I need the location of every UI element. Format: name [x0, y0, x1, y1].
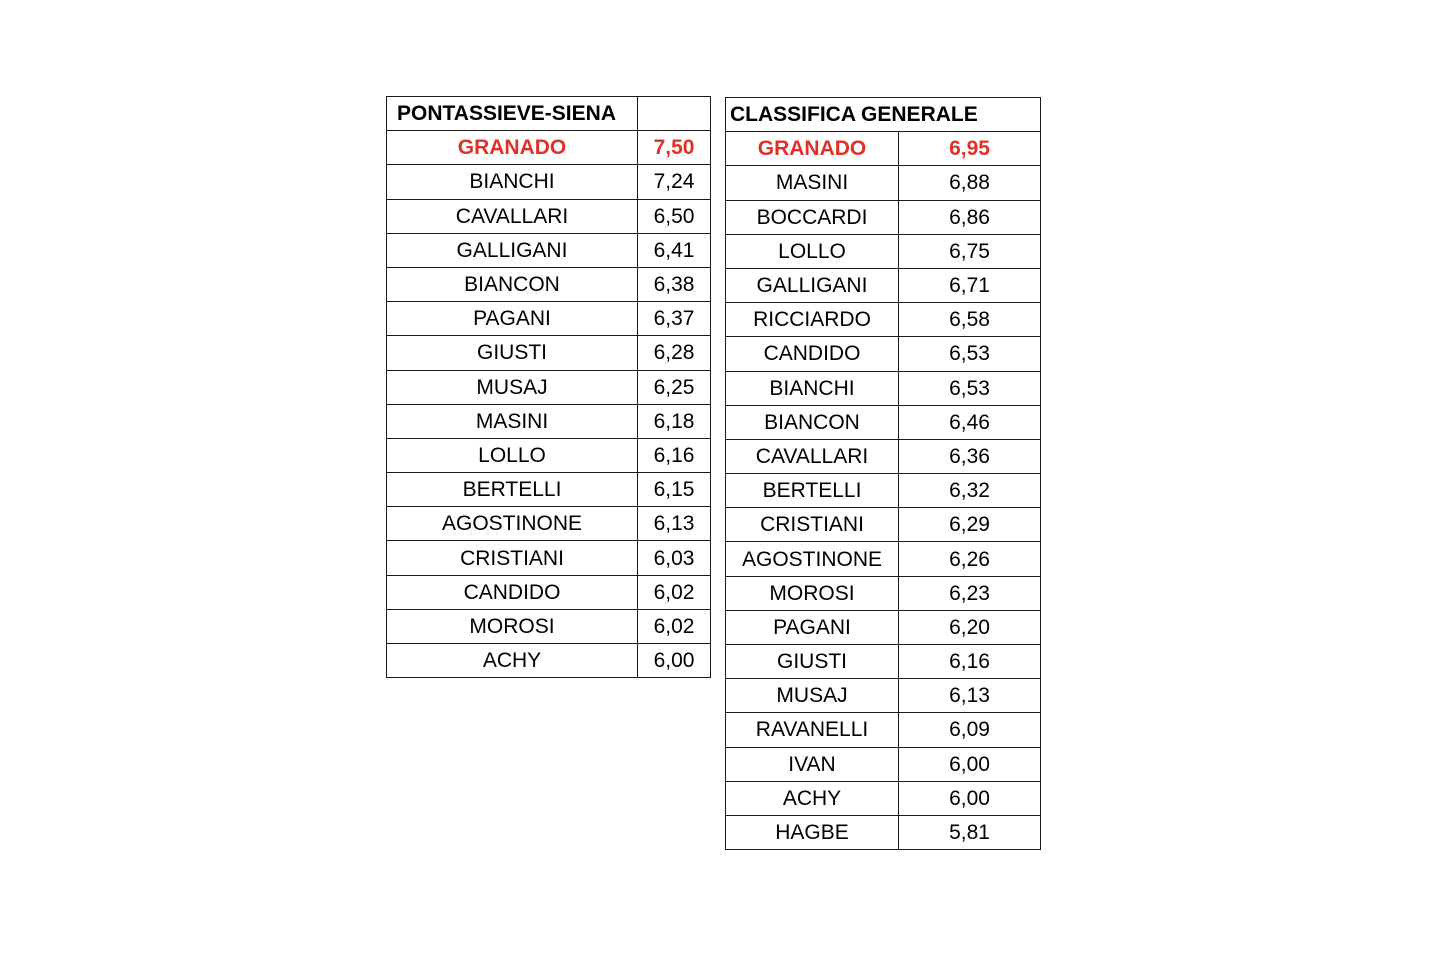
player-score: 7,50: [638, 131, 711, 165]
player-score: 6,16: [638, 438, 711, 472]
overall-table-title: CLASSIFICA GENERALE: [726, 98, 1041, 132]
player-name: HAGBE: [726, 815, 899, 849]
player-score: 6,13: [638, 507, 711, 541]
player-score: 6,32: [899, 474, 1041, 508]
player-name: CAVALLARI: [726, 439, 899, 473]
table-row: [726, 303, 1041, 337]
table-row: [726, 576, 1041, 610]
table-row: [726, 234, 1041, 268]
player-score: 6,95: [899, 132, 1041, 166]
player-name: BIANCHI: [387, 165, 638, 199]
player-score: 6,58: [899, 303, 1041, 337]
player-score: 6,25: [638, 370, 711, 404]
table-row: [387, 370, 711, 404]
table-row: [726, 781, 1041, 815]
player-name: BOCCARDI: [726, 200, 899, 234]
player-score: 6,53: [899, 337, 1041, 371]
table-row: [726, 268, 1041, 302]
player-name: BIANCON: [726, 405, 899, 439]
player-name: LOLLO: [387, 438, 638, 472]
player-name: GIUSTI: [726, 645, 899, 679]
player-name: AGOSTINONE: [726, 542, 899, 576]
table-row: [387, 267, 711, 301]
overall-standings-table: [725, 97, 1041, 850]
table-row: [387, 609, 711, 643]
player-score: 6,53: [899, 371, 1041, 405]
table-row: [387, 541, 711, 575]
player-name: MASINI: [387, 404, 638, 438]
player-name: BIANCHI: [726, 371, 899, 405]
player-score: 6,86: [899, 200, 1041, 234]
table-row: [726, 405, 1041, 439]
player-score: 6,15: [638, 473, 711, 507]
table-row: [726, 747, 1041, 781]
table-row: [387, 575, 711, 609]
table-row: [726, 713, 1041, 747]
table-row: [726, 474, 1041, 508]
table-row: [387, 302, 711, 336]
table-row: [387, 644, 711, 678]
player-score: 6,37: [638, 302, 711, 336]
table-row: [387, 233, 711, 267]
player-name: MUSAJ: [726, 679, 899, 713]
table-row: [726, 815, 1041, 849]
player-name: CANDIDO: [387, 575, 638, 609]
player-score: 6,00: [899, 781, 1041, 815]
table-row: [726, 200, 1041, 234]
player-score: 6,00: [638, 644, 711, 678]
table-row: [387, 131, 711, 165]
table-row: [726, 508, 1041, 542]
player-name: PAGANI: [726, 610, 899, 644]
player-name: GRANADO: [387, 131, 638, 165]
table-row: [387, 336, 711, 370]
player-name: CRISTIANI: [387, 541, 638, 575]
table-row: [387, 438, 711, 472]
player-score: 6,26: [899, 542, 1041, 576]
player-name: PAGANI: [387, 302, 638, 336]
table-row: [387, 473, 711, 507]
table-row: [726, 679, 1041, 713]
player-score: 6,29: [899, 508, 1041, 542]
table-row: [387, 165, 711, 199]
match-ratings-table: [386, 96, 711, 678]
player-name: GALLIGANI: [726, 268, 899, 302]
table-row: [726, 132, 1041, 166]
table-row: [726, 371, 1041, 405]
player-name: CANDIDO: [726, 337, 899, 371]
player-score: 6,02: [638, 575, 711, 609]
player-score: 6,28: [638, 336, 711, 370]
player-score: 6,41: [638, 233, 711, 267]
player-name: IVAN: [726, 747, 899, 781]
table-row: [726, 439, 1041, 473]
player-name: MUSAJ: [387, 370, 638, 404]
table-row: [387, 404, 711, 438]
table-row: [726, 337, 1041, 371]
player-score: 6,23: [899, 576, 1041, 610]
player-name: AGOSTINONE: [387, 507, 638, 541]
player-score: 7,24: [638, 165, 711, 199]
table-row: [726, 645, 1041, 679]
player-name: RICCIARDO: [726, 303, 899, 337]
overall-table-header: [726, 98, 1041, 132]
player-score: 6,00: [899, 747, 1041, 781]
player-score: 6,03: [638, 541, 711, 575]
match-ratings-body: [387, 97, 711, 678]
player-name: GALLIGANI: [387, 233, 638, 267]
player-name: RAVANELLI: [726, 713, 899, 747]
table-row: [387, 507, 711, 541]
player-score: 6,46: [899, 405, 1041, 439]
player-name: LOLLO: [726, 234, 899, 268]
player-name: CAVALLARI: [387, 199, 638, 233]
player-score: 6,36: [899, 439, 1041, 473]
player-score: 6,02: [638, 609, 711, 643]
overall-standings-body: [726, 98, 1041, 850]
player-name: BERTELLI: [726, 474, 899, 508]
player-name: GRANADO: [726, 132, 899, 166]
player-score: 6,50: [638, 199, 711, 233]
player-name: BIANCON: [387, 267, 638, 301]
player-score: 6,09: [899, 713, 1041, 747]
table-row: [726, 610, 1041, 644]
player-score: 6,88: [899, 166, 1041, 200]
player-name: GIUSTI: [387, 336, 638, 370]
player-name: MOROSI: [726, 576, 899, 610]
player-score: 6,38: [638, 267, 711, 301]
player-score: 6,20: [899, 610, 1041, 644]
player-name: ACHY: [387, 644, 638, 678]
player-name: BERTELLI: [387, 473, 638, 507]
player-name: ACHY: [726, 781, 899, 815]
match-table-header-blank: [638, 97, 711, 131]
player-score: 6,71: [899, 268, 1041, 302]
player-name: MOROSI: [387, 609, 638, 643]
table-row: [726, 542, 1041, 576]
player-score: 6,13: [899, 679, 1041, 713]
table-row: [726, 166, 1041, 200]
table-row: [387, 199, 711, 233]
player-name: CRISTIANI: [726, 508, 899, 542]
player-score: 6,18: [638, 404, 711, 438]
match-table-title: PONTASSIEVE-SIENA: [387, 97, 638, 131]
match-table-header: [387, 97, 711, 131]
player-score: 5,81: [899, 815, 1041, 849]
player-score: 6,16: [899, 645, 1041, 679]
player-name: MASINI: [726, 166, 899, 200]
player-score: 6,75: [899, 234, 1041, 268]
